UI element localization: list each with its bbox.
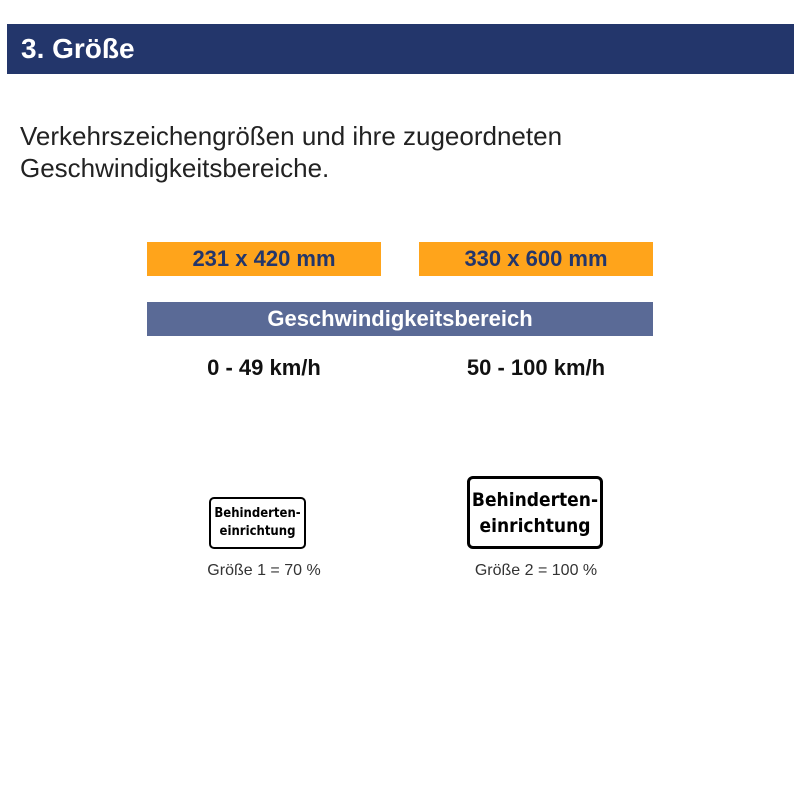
intro-text: Verkehrszeichengrößen und ihre zugeordneten Geschwindigkeitsbereiche.: [20, 121, 563, 183]
speed-range-header: Geschwindigkeitsbereich: [147, 302, 653, 336]
section-title-text: 3. Größe: [21, 33, 135, 64]
sign-line-2: einrichtung: [219, 524, 296, 539]
sign-size-2: [467, 476, 603, 549]
sign-size-1: [209, 497, 306, 549]
size-label-small: 231 x 420 mm: [147, 242, 381, 276]
speed-range-small: 0 - 49 km/h: [207, 355, 321, 380]
caption-size-1: Größe 1 = 70 %: [207, 562, 321, 579]
sign-line-1: Behinderten-: [471, 488, 599, 511]
section-title: [7, 24, 794, 74]
sign-line-1: Behinderten-: [214, 506, 301, 521]
caption-size-2: Größe 2 = 100 %: [474, 562, 598, 579]
speed-range-large: 50 - 100 km/h: [466, 355, 606, 380]
sign-line-2: einrichtung: [479, 514, 591, 537]
size-label-large: 330 x 600 mm: [419, 242, 653, 276]
